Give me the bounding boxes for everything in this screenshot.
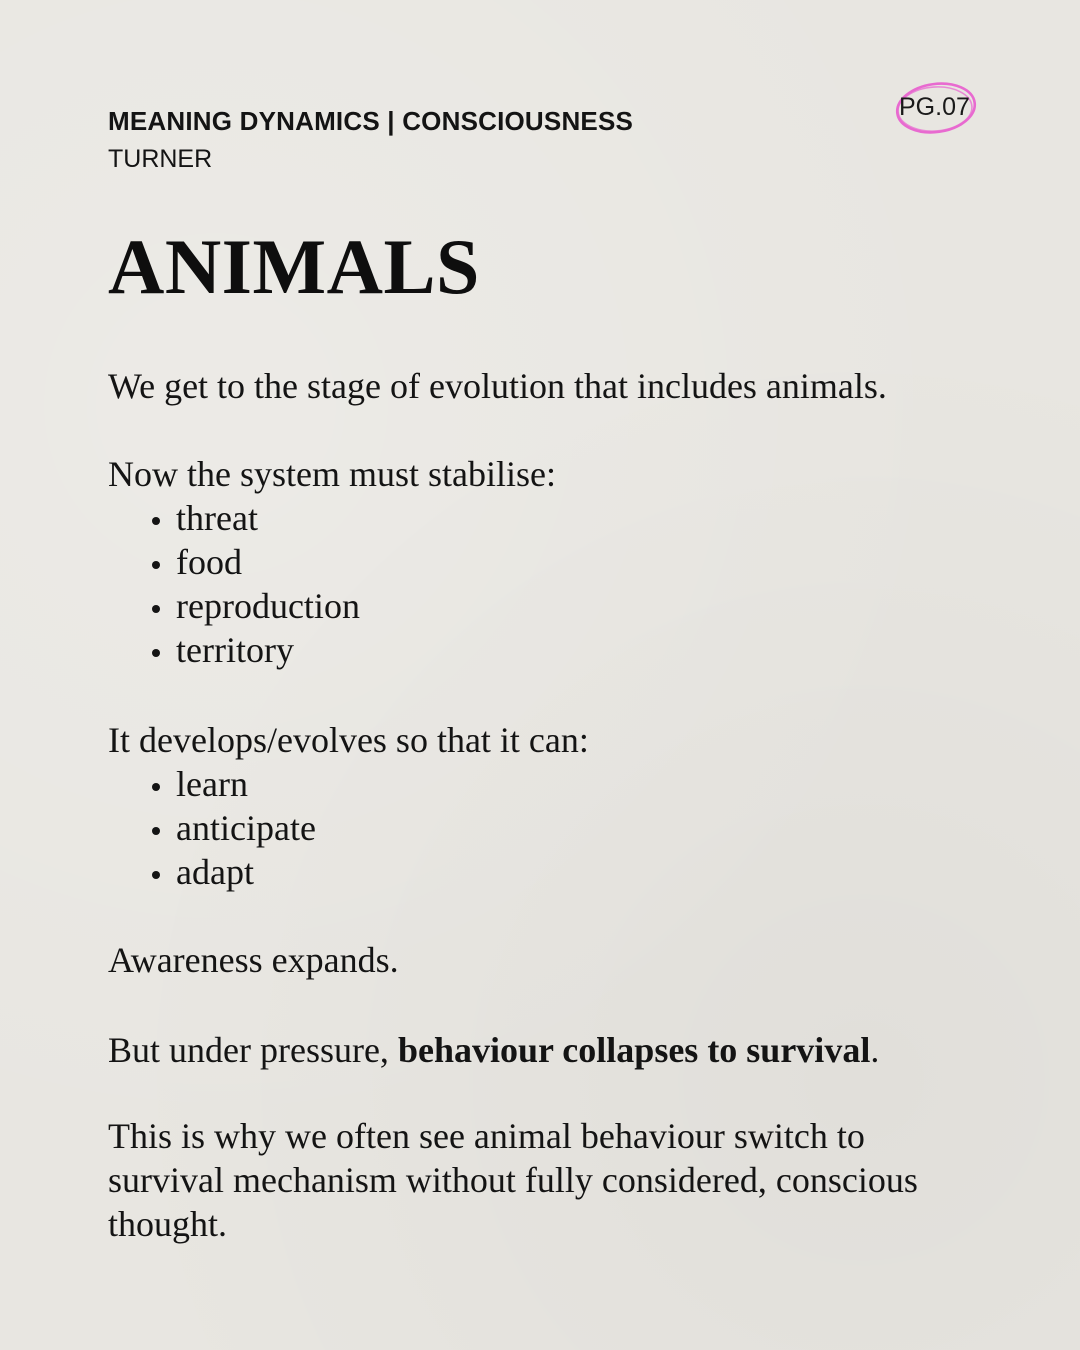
pressure-paragraph (108, 1028, 988, 1072)
intro-paragraph: We get to the stage of evolution that includes animals. (108, 366, 887, 406)
list-item: territory (176, 628, 988, 672)
list-item: food (176, 540, 988, 584)
page-title: ANIMALS (108, 223, 480, 310)
body-text (108, 364, 988, 1246)
stabilise-list (108, 496, 988, 672)
list-item: anticipate (176, 806, 988, 850)
page-number: PG.07 (899, 93, 970, 121)
pressure-prefix: But under pressure, (108, 1030, 398, 1070)
list-item: reproduction (176, 584, 988, 628)
evolve-list (108, 762, 988, 894)
list-item: learn (176, 762, 988, 806)
author-name: TURNER (108, 145, 213, 173)
evolve-lead: It develops/evolves so that it can: (108, 720, 589, 760)
stabilise-lead: Now the system must stabilise: (108, 454, 556, 494)
series-title: MEANING DYNAMICS | CONSCIOUSNESS (108, 106, 634, 136)
list-item: threat (176, 496, 988, 540)
awareness-paragraph: Awareness expands. (108, 940, 399, 980)
page-badge (890, 78, 982, 140)
pressure-emphasis: behaviour collapses to survival (397, 1030, 871, 1070)
closing-paragraph: This is why we often see animal behaviour switch to survival mechanism without fully considered, conscious thought. (108, 1116, 918, 1244)
pressure-suffix: . (870, 1030, 880, 1070)
list-item: adapt (176, 850, 988, 894)
